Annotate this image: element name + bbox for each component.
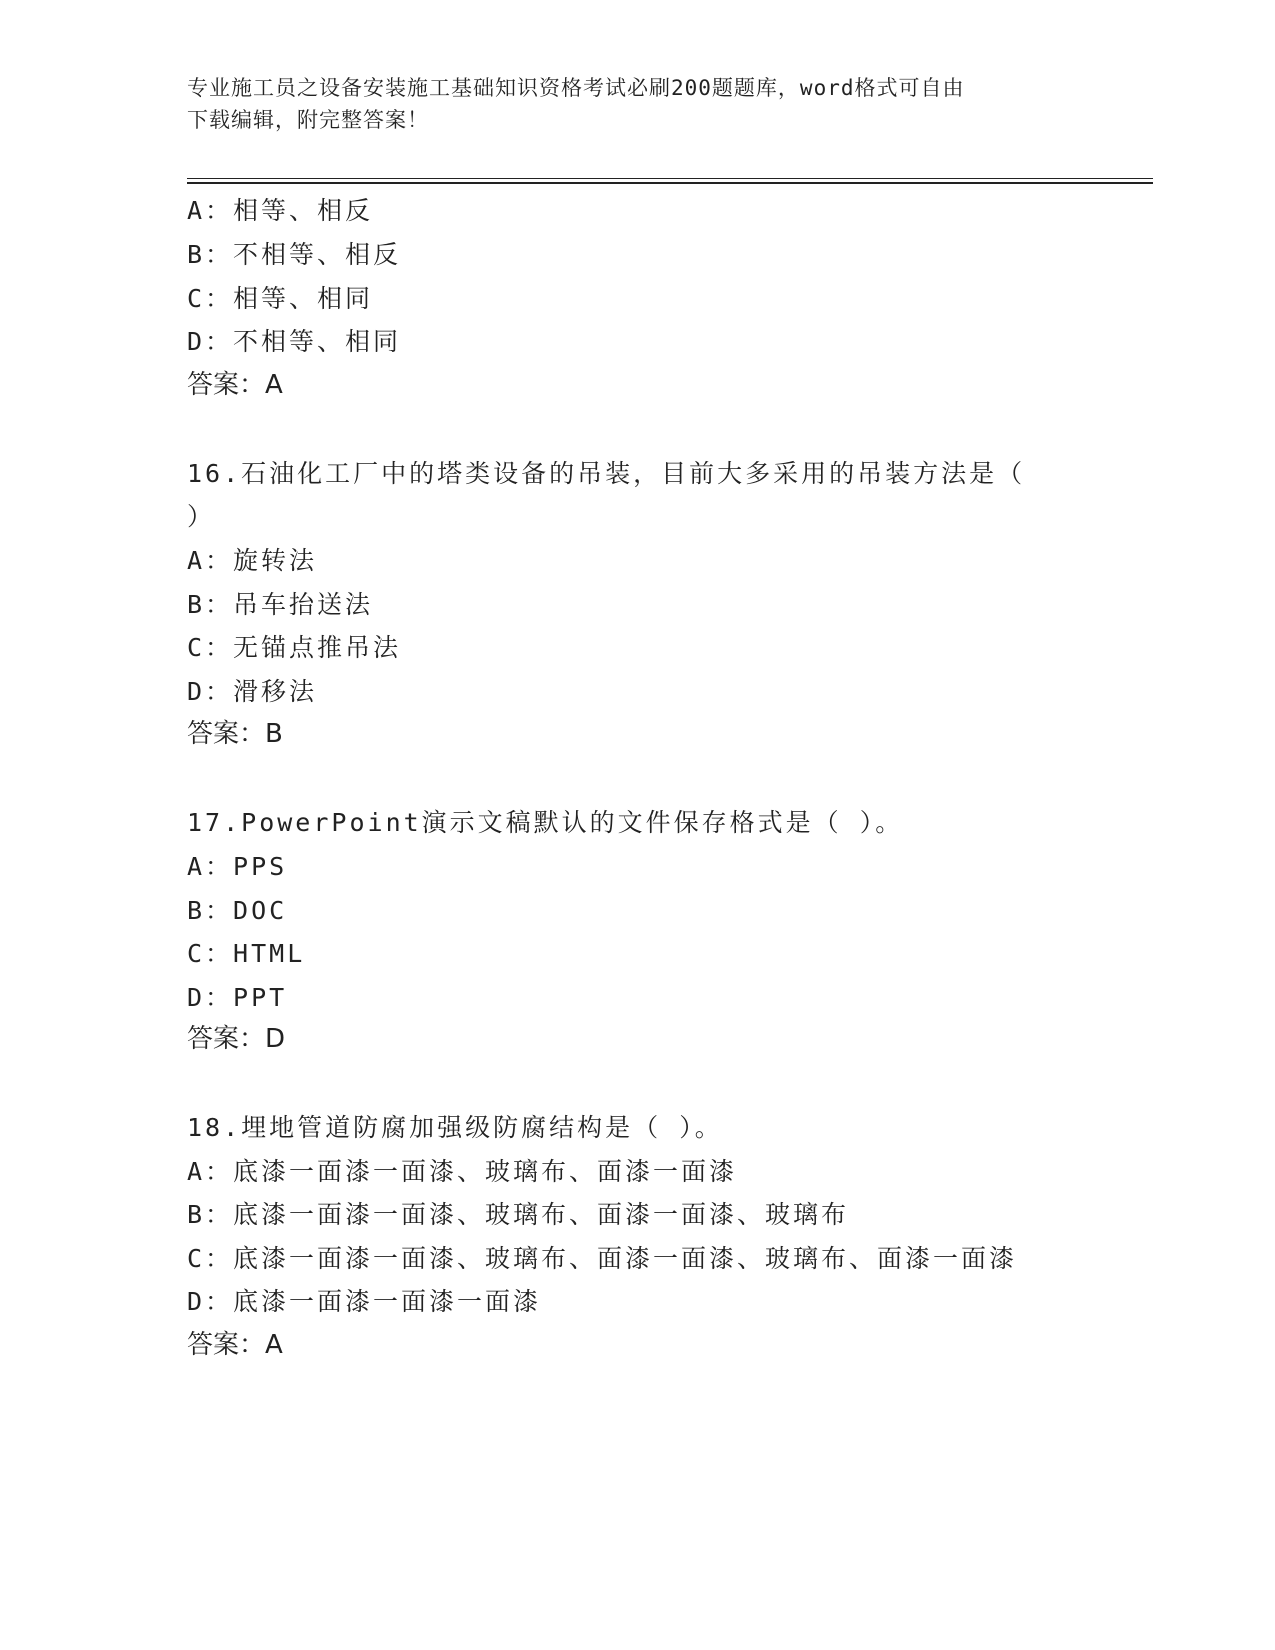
q16-question-line-2: ） [187, 502, 216, 531]
q18-question: 18.埋地管道防腐加强级防腐结构是（ ）。 [187, 1113, 723, 1142]
q15-option-c: C：相等、相同 [187, 284, 374, 313]
q18-option-a: A：底漆一面漆一面漆、玻璃布、面漆一面漆 [187, 1157, 738, 1186]
q17-question: 17.PowerPoint演示文稿默认的文件保存格式是（ ）。 [187, 808, 904, 837]
q17-option-b: B：DOC [187, 896, 288, 925]
q16-option-d: D：滑移法 [187, 677, 318, 706]
q15-option-d: D：不相等、相同 [187, 327, 402, 356]
q15-option-b: B：不相等、相反 [187, 240, 402, 269]
q17-option-c: C：HTML [187, 939, 306, 968]
q16-question-line-1: 16.石油化工厂中的塔类设备的吊装，目前大多采用的吊装方法是（ [187, 459, 1026, 488]
q16-option-c: C：无锚点推吊法 [187, 633, 402, 662]
document-header [187, 72, 1077, 136]
q18-option-b: B：底漆一面漆一面漆、玻璃布、面漆一面漆、玻璃布 [187, 1200, 850, 1229]
q16-answer: 答案：B [187, 719, 283, 749]
header-divider-thick [187, 182, 1153, 184]
q17-option-d: D：PPT [187, 983, 288, 1012]
q16-option-b: B：吊车抬送法 [187, 590, 374, 619]
q16-option-a: A：旋转法 [187, 546, 318, 575]
header-divider-thin [187, 178, 1153, 179]
q18-answer: 答案：A [187, 1330, 283, 1360]
q17-answer: 答案：D [187, 1024, 286, 1054]
q18-option-c: C：底漆一面漆一面漆、玻璃布、面漆一面漆、玻璃布、面漆一面漆 [187, 1244, 1018, 1273]
header-line-1: 专业施工员之设备安装施工基础知识资格考试必刷200题题库，word格式可自由 [187, 76, 965, 100]
q18-option-d: D：底漆一面漆一面漆一面漆 [187, 1287, 542, 1316]
q15-answer: 答案：A [187, 370, 283, 400]
q15-option-a: A：相等、相反 [187, 196, 374, 225]
header-line-2: 下载编辑，附完整答案！ [187, 108, 429, 132]
q17-option-a: A：PPS [187, 852, 288, 881]
